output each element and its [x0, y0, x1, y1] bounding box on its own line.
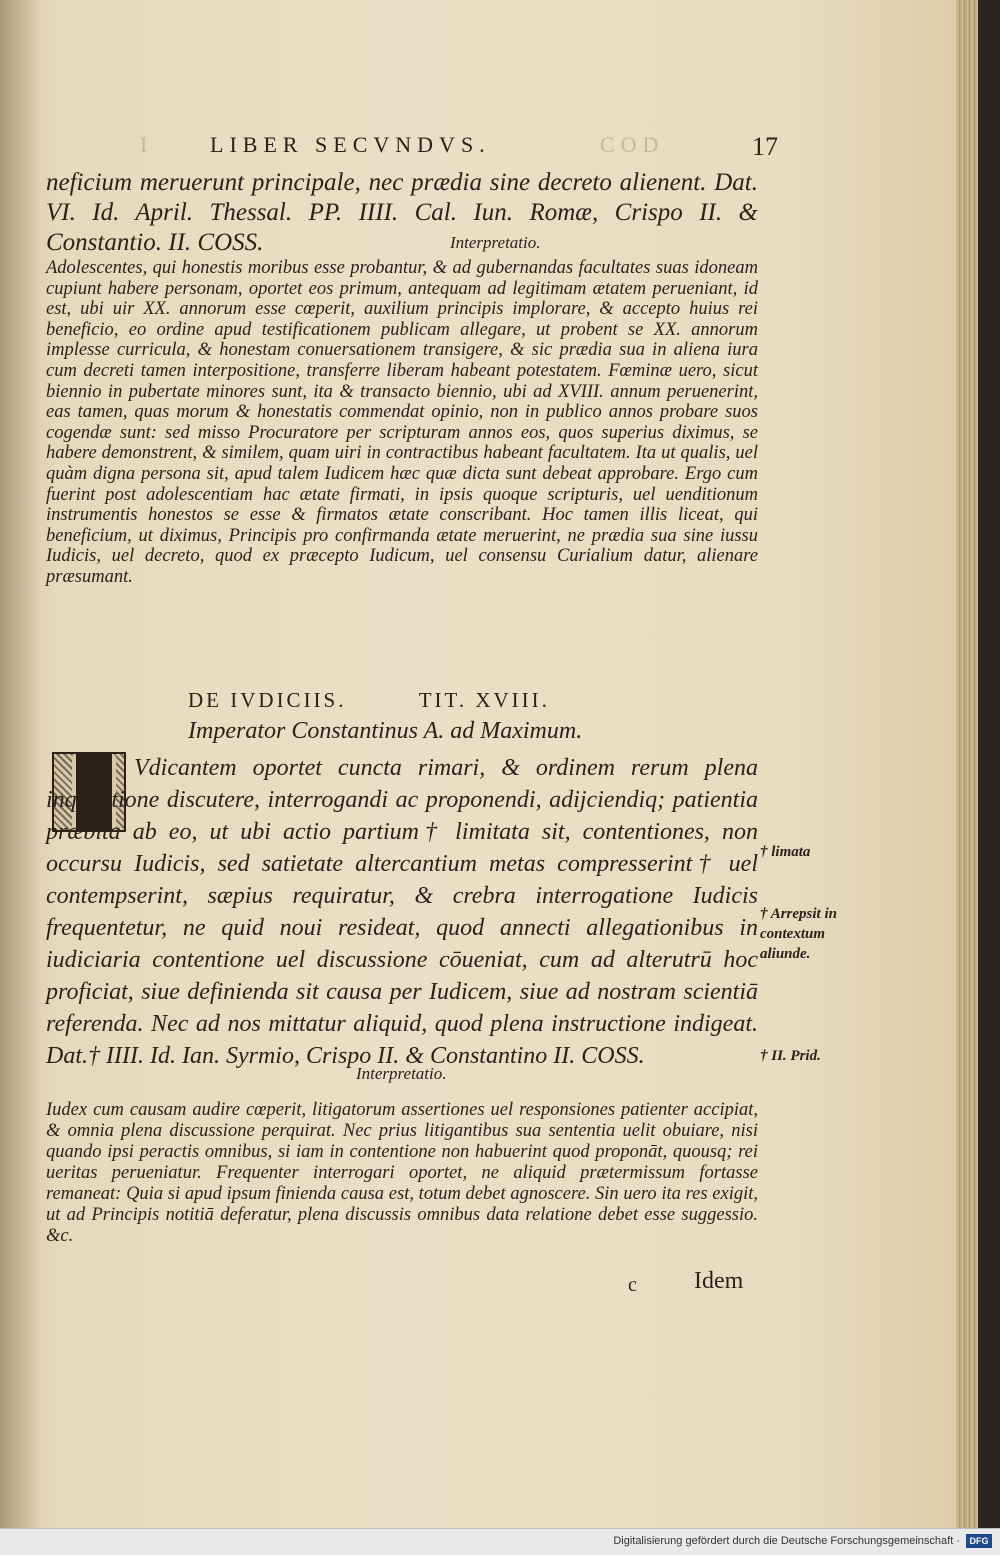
paragraph-1-text: neficium meruerunt principale, nec prædia sine decreto alienent. Dat. VI. Id. April. Thessal. PP. IIII. Cal. Iun. Romæ, Crispo II. & Constantio. II. COSS. — [46, 169, 758, 256]
signature-mark: c — [628, 1274, 637, 1296]
folio-number: 17 — [752, 132, 778, 161]
interpretatio-label-2: Interpretatio. — [356, 1064, 447, 1083]
paragraph-1 — [46, 168, 758, 258]
interpretatio-label-1: Interpretatio. — [450, 233, 541, 252]
dfg-logo: DFG — [966, 1534, 992, 1548]
page-edges — [956, 0, 978, 1528]
show-through-left: I — [140, 132, 154, 157]
running-head: LIBER SECVNDVS. — [210, 132, 491, 157]
margin-note-arrepsit: † Arrepsit in contextum aliunde. — [760, 906, 837, 962]
digitization-footer — [0, 1528, 1000, 1555]
section-subheading: Imperator Constantinus A. ad Maximum. — [188, 718, 583, 744]
paragraph-3-text: Vdicantem oportet cuncta rimari, & ordinem rerum plena inquisitione discutere, interrogandi ac proponendi, adijciendiq; patientia præbita ab eo, ut ubi actio partium† limitata sit, contentiones, non occursu Iudicis, sed satietate altercantium metas compresserint† uel contempserint, sæpius requiratur, & crebra interrogatione Iudicis frequentetur, ne quid noui resideat, quod annecti allegationibus in iudiciaria contentione uel discussione cōueniat, cum ad alterutrū hoc proficiat, siue definienda sit causa per Iudicem, siue ad nostram scientiā referenda. Nec ad nos mittatur aliquid, quod plena instructione indigeat. Dat.† IIII. Id. Ian. Syrmio, Crispo II. & Constantino II. COSS. — [46, 755, 758, 1069]
margin-note-prid: † II. Prid. — [760, 1048, 821, 1064]
paragraph-4: Iudex cum causam audire cœperit, litigatorum assertiones uel responsiones patienter accipiat, & omnia plena discussione perquirat. Nec prius litigantibus sua sententia uelit obuiare, nisi quando ipsi peractis omnibus, si iam in contentione non habuerint quod proponāt, quousq; rei ueritas perueniatur. Frequenter interrogari oportet, ne aliquid prætermissum fortasse remaneat: Quia si apud ipsum finienda causa est, totum debet agnoscere. Sin uero ita res exigit, ut ad Principis notitiā deferatur, plena discussis omnibus data relatione debet esse suggessio. &c. — [46, 1100, 758, 1246]
heading-title: DE IVDICIIS. — [188, 688, 347, 712]
footer-credit: Digitalisierung gefördert durch die Deutsche Forschungsgemeinschaft · — [613, 1535, 960, 1547]
paragraph-2: Adolescentes, qui honestis moribus esse probantur, & ad gubernandas facultates suas idoneam cupiunt habere personam, oportet eos primum, antequam ad legitimam ætatem perueniant, id est, ubi uir XX. annorum esse cœperit, auxilium principis implorare, & accepto huius rei beneficio, eo ordine apud testificationem publicam allegare, ut probent se XX. annorum implesse curricula, & honestam conuersationem transigere, & sic prædia sua in aliena iura cum decreti tamen interpositione, transferre liberam habeant potestatem. Fœminæ uero, sicut biennio in pubertate minores sunt, ita & transacto biennio, ubi ad XVIII. annum peruenerint, eas tamen, quas morum & honestatis commendat opinio, non in publico annos probare suos cogendæ sunt: sed misso Procuratore per scripturam annos eos, quos superius diximus, se habere demonstrent, & similem, quam uiri in contractibus habeant facultatem. Ita ut qualis, uel quàm digna persona sit, apud talem Iudicem hæc quæ dicta sunt debeat approbare. Ergo cum fuerint post adolescentiam hac ætate firmati, in ipsis quoque scripturis, uel uenditionum instrumentis honestos se esse & firmatos ætate conscribant. Hoc tamen illis liceat, qui beneficium, ut diximus, Principis pro confirmanda ætate meruerint, ne prædia sua sine iussu Iudicis, uel decreto, quod ex præcepto Iudicum, uel consensu Curialium datur, alienare præsumant. — [46, 258, 758, 587]
section-heading — [188, 688, 550, 713]
paragraph-3 — [46, 752, 758, 1083]
heading-titulus: TIT. XVIII. — [418, 688, 550, 712]
margin-note-limata: † limata — [760, 844, 811, 860]
catchword: Idem — [694, 1268, 744, 1294]
gutter-shadow — [0, 0, 40, 1528]
show-through-right: COD — [600, 132, 665, 157]
